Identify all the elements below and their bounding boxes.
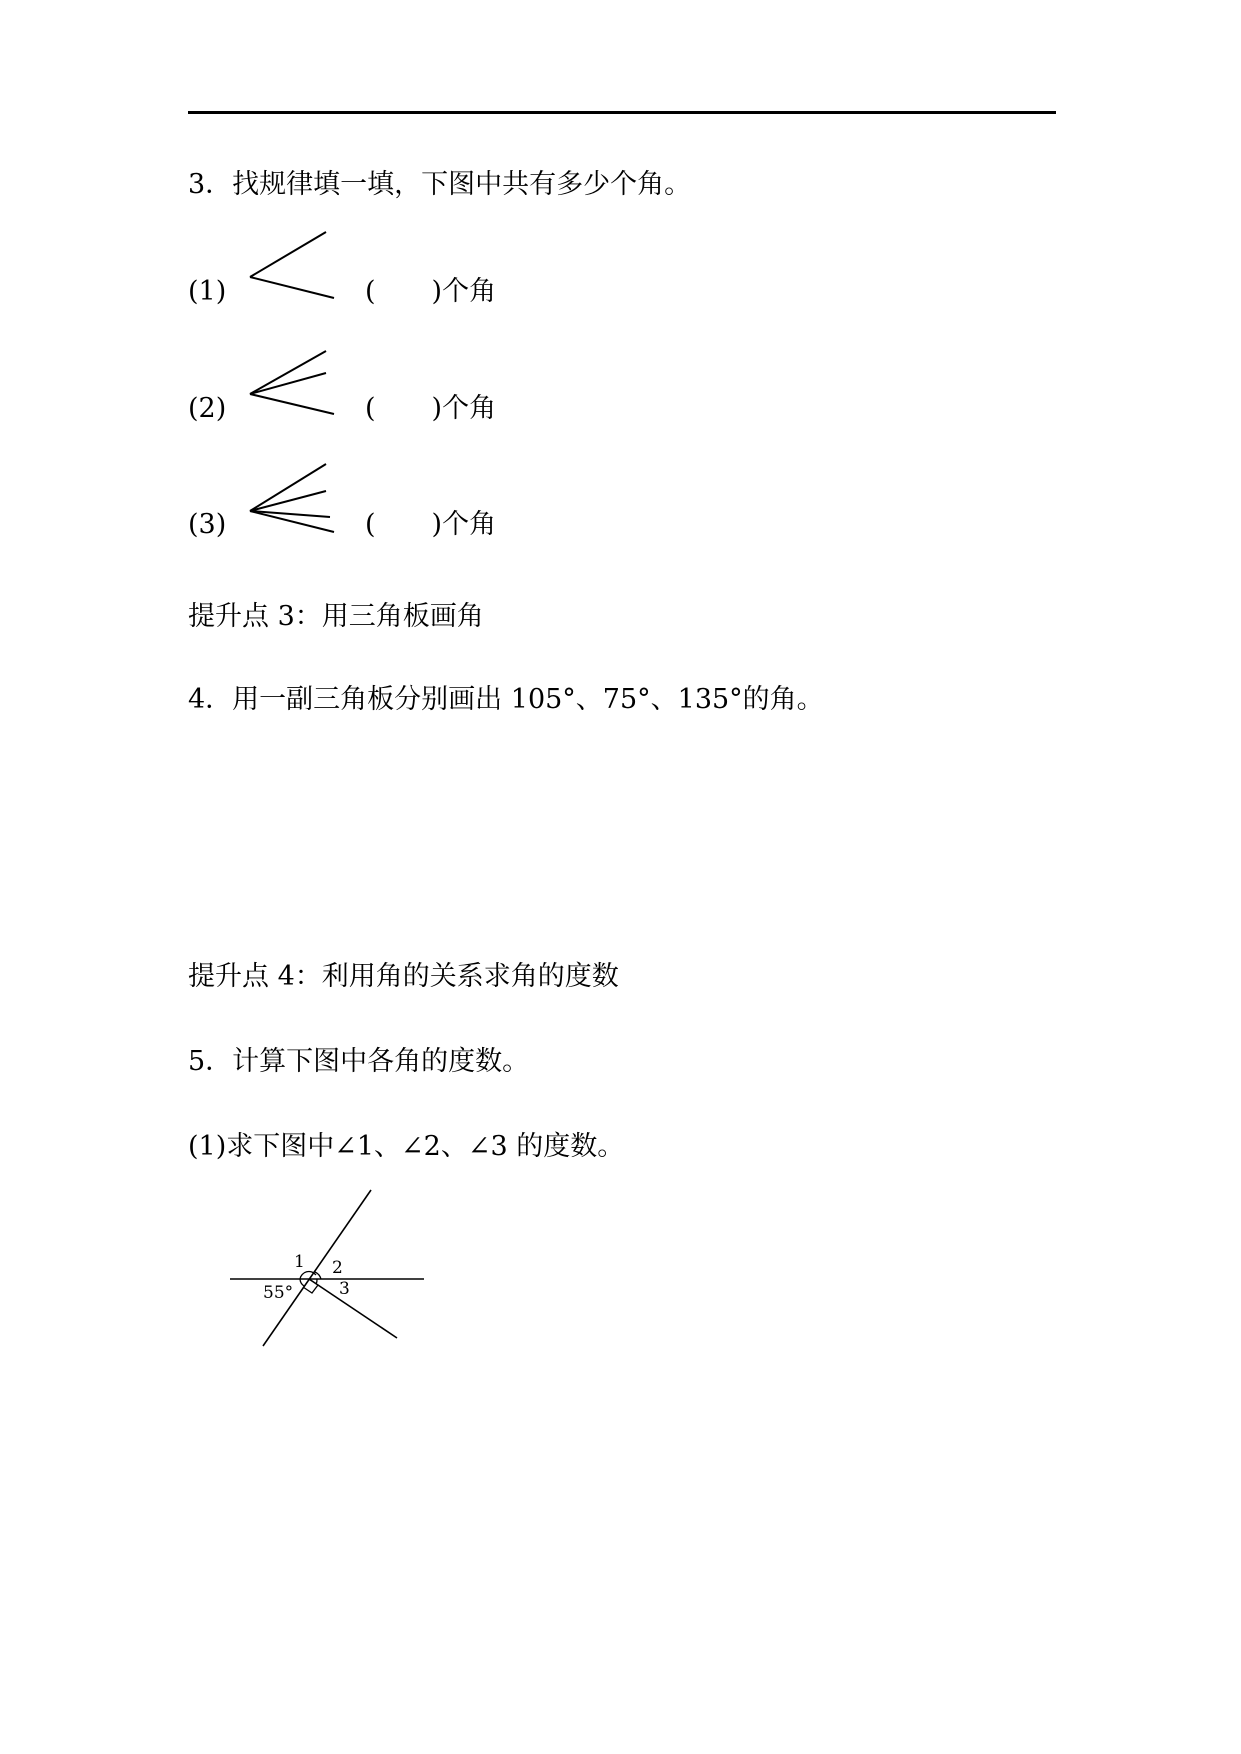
three-ray-angle-figure <box>240 340 350 420</box>
point-3-heading: 提升点 3：用三角板画角 <box>188 601 484 632</box>
q3-item-1-answer <box>365 275 496 309</box>
open-paren: ( <box>365 509 376 540</box>
q3-item-3-answer <box>365 508 496 542</box>
two-ray-angle-figure <box>240 225 350 305</box>
close-paren-unit: )个角 <box>431 393 497 424</box>
ray-lower <box>250 394 334 414</box>
question-5-sub-1: (1)求下图中∠1、∠2、∠3 的度数。 <box>188 1131 625 1162</box>
angle-1-arc <box>300 1271 316 1279</box>
close-paren-unit: )个角 <box>431 276 497 307</box>
open-paren: ( <box>365 393 376 424</box>
q3-item-3-label: (3) <box>188 509 227 540</box>
point-4-heading: 提升点 4：利用角的关系求角的度数 <box>188 961 619 992</box>
header-rule <box>188 111 1056 114</box>
ray-upper <box>250 464 326 511</box>
open-paren: ( <box>365 276 376 307</box>
ray-upper <box>250 351 326 394</box>
angle-1-label: 1 <box>294 1252 305 1272</box>
ray-lower <box>250 277 334 298</box>
given-angle-label: 55° <box>263 1283 294 1303</box>
four-ray-angle-figure <box>240 455 350 540</box>
ray-middle <box>250 373 326 394</box>
ray-second <box>250 491 326 511</box>
question-5-title: 5．计算下图中各角的度数。 <box>188 1046 530 1077</box>
angle-55-arc <box>300 1279 304 1286</box>
question-4-title: 4．用一副三角板分别画出 105°、75°、135°的角。 <box>188 684 824 715</box>
oblique-line <box>263 1190 371 1346</box>
perpendicular-ray <box>309 1279 397 1338</box>
close-paren-unit: )个角 <box>431 509 497 540</box>
question-3-title: 3．找规律填一填，下图中共有多少个角。 <box>188 169 692 200</box>
angle-2-label: 2 <box>332 1258 343 1278</box>
angle-2-arc <box>315 1272 321 1279</box>
intersecting-lines-figure <box>225 1185 435 1350</box>
q3-item-1-label: (1) <box>188 276 227 307</box>
angle-3-label: 3 <box>339 1279 350 1299</box>
q3-item-2-answer <box>365 392 496 426</box>
q3-item-2-label: (2) <box>188 393 227 424</box>
ray-upper <box>250 232 326 277</box>
